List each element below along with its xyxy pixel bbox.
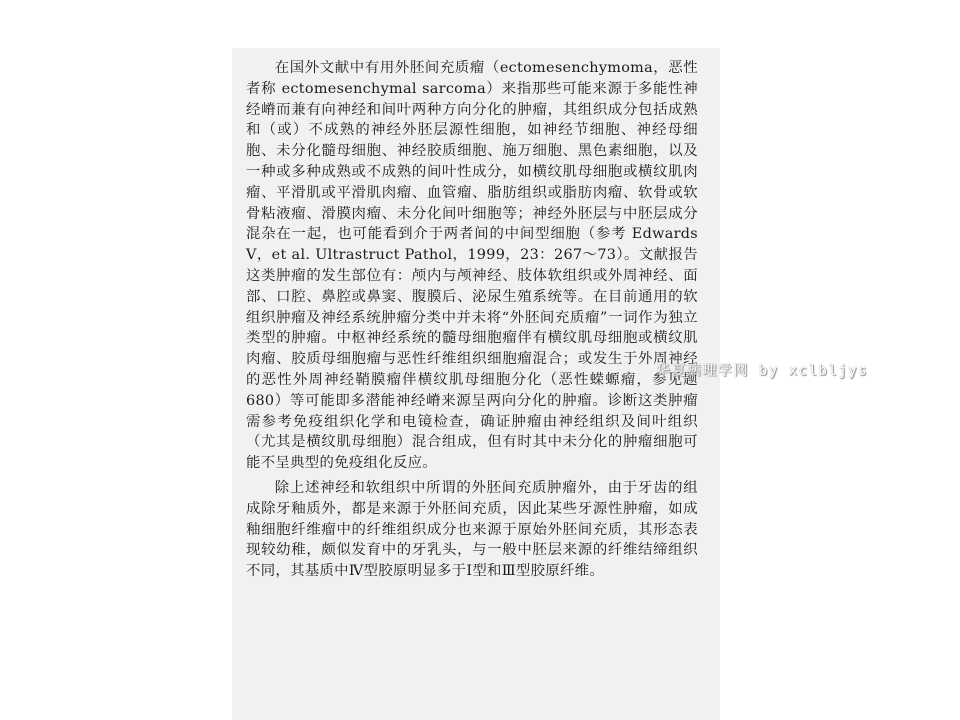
paragraph-1: 在国外文献中有用外胚间充质瘤（ectomesenchymoma，恶性者称 ectomesenchymal sarcoma）来指那些可能来源于多能性神经嵴而兼有向神经和间叶两种方向分化的肿瘤，其组织成分包括成熟和（或）不成熟的神经外胚层源性细胞，如神经节细胞、神经母细胞、未分化髓母细胞、神经胶质细胞、施万细胞、黑色素细胞，以及一种或多种成熟或不成熟的间叶性成分，如横纹肌母细胞或横纹肌肉瘤、平滑肌或平滑肌肉瘤、血管瘤、脂肪组织或脂肪肉瘤、软骨或软骨粘液瘤、滑膜肉瘤、未分化间叶细胞等；神经外胚层与中胚层成分混杂在一起，也可能看到介于两者间的中间型细胞（参考 Edwards V，et al. Ultrastruct Pathol，1999，23：267～73）。文献报告这类肿瘤的发生部位有：颅内与颅神经、肢体软组织或外周神经、面部、口腔、鼻腔或鼻窦、腹膜后、泌尿生殖系统等。在目前通用的软组织肿瘤及神经系统肿瘤分类中并未将“外胚间充质瘤”一词作为独立类型的肿瘤。中枢神经系统的髓母细胞瘤伴有横纹肌母细胞或横纹肌肉瘤、胶质母细胞瘤与恶性纤维组织细胞瘤混合；或发生于外周神经的恶性外周神经鞘膜瘤伴横纹肌母细胞分化（恶性蝾螈瘤，参见题 680）等可能即多潜能神经嵴来源呈两向分化的肿瘤。诊断这类肿瘤需参考免疫组织化学和电镜检查，确证肿瘤由神经组织及间叶组织（尤其是横纹肌母细胞）混合组成，但有时其中未分化的肿瘤细胞可能不呈典型的免疫组化反应。 (246, 60, 698, 472)
paragraph-2: 除上述神经和软组织中所谓的外胚间充质肿瘤外，由于牙齿的组成除牙釉质外，都是来源于外胚间充质，因此某些牙源性肿瘤，如成釉细胞纤维瘤中的纤维组织成分也来源于原始外胚间充质，其形态表现较幼稚，颇似发育中的牙乳头，与一般中胚层来源的纤维结缔组织不同，其基质中Ⅳ型胶原明显多于Ⅰ型和Ⅲ型胶原纤维。 (246, 479, 698, 580)
document-body (246, 58, 698, 582)
watermark-text: 华夏病理学网 by xclbljys (656, 363, 869, 379)
